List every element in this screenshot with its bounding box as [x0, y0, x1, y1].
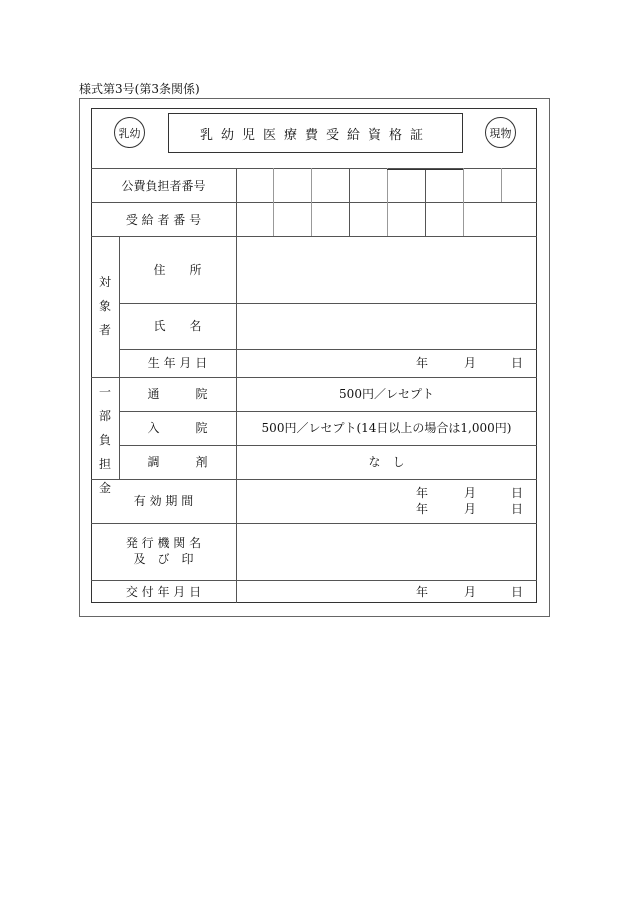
digit-cell-divider — [349, 168, 350, 236]
validity-start-year: 年 — [416, 486, 429, 500]
right-seal-circle — [485, 117, 516, 148]
row-divider — [91, 236, 537, 237]
row-divider — [119, 445, 537, 446]
subject-group-label: 対 象 者 — [98, 275, 111, 337]
issuer-name-label: 発 行 機 関 名 — [125, 536, 202, 550]
public-payer-number-label: 公費負担者番号 — [121, 179, 206, 193]
row-divider — [91, 202, 537, 203]
row-divider — [91, 523, 537, 524]
dispensing-value: な し — [368, 455, 405, 469]
outpatient-label: 通 院 — [147, 387, 208, 401]
digit-cell-divider — [387, 168, 388, 236]
row-divider — [91, 479, 537, 480]
row-divider — [91, 168, 537, 169]
recipient-number-label: 受 給 者 番 号 — [125, 213, 202, 227]
validity-period-label: 有 効 期 間 — [133, 494, 194, 508]
issue-date-day: 日 — [511, 585, 524, 599]
outpatient-value: 500円／レセプト — [339, 387, 434, 401]
form-label: 様式第3号(第3条関係) — [79, 82, 200, 96]
left-seal-text: 乳幼 — [118, 126, 141, 140]
birth-date-month: 月 — [464, 356, 477, 370]
row-divider — [91, 377, 537, 378]
birth-date-day: 日 — [511, 356, 524, 370]
row-divider — [119, 411, 537, 412]
certificate-title-box — [168, 113, 463, 153]
right-seal-text: 現物 — [489, 126, 512, 140]
copay-group-label: 一 部 負 担 金 — [98, 385, 111, 495]
birth-date-year: 年 — [416, 356, 429, 370]
validity-end-day: 日 — [511, 502, 524, 516]
digit-cell-divider — [273, 168, 274, 236]
dispensing-label: 調 剤 — [147, 455, 208, 469]
issue-date-label: 交 付 年 月 日 — [125, 585, 202, 599]
row-divider — [91, 580, 537, 581]
certificate-title: 乳幼児医療費受給資格証 — [199, 127, 431, 143]
validity-start-day: 日 — [511, 486, 524, 500]
digit-cell-divider — [425, 168, 426, 236]
issue-date-month: 月 — [464, 585, 477, 599]
birth-date-label: 生 年 月 日 — [147, 356, 208, 370]
row-divider — [119, 303, 537, 304]
issue-date-year: 年 — [416, 585, 429, 599]
row-divider — [119, 349, 537, 350]
digit-cell-divider — [501, 168, 502, 202]
inpatient-label: 入 院 — [147, 421, 208, 435]
issuer-seal-label: 及 び 印 — [133, 552, 194, 566]
digit-cell-top-border — [387, 169, 463, 170]
inpatient-value: 500円／レセプト(14日以上の場合は1,000円) — [261, 421, 512, 435]
digit-cell-divider — [463, 168, 464, 236]
validity-end-year: 年 — [416, 502, 429, 516]
validity-start-month: 月 — [464, 486, 477, 500]
label-column-divider — [236, 168, 237, 603]
name-label: 氏 名 — [153, 319, 202, 333]
validity-end-month: 月 — [464, 502, 477, 516]
address-label: 住 所 — [153, 263, 202, 277]
left-seal-circle — [114, 117, 145, 148]
digit-cell-divider — [311, 168, 312, 236]
